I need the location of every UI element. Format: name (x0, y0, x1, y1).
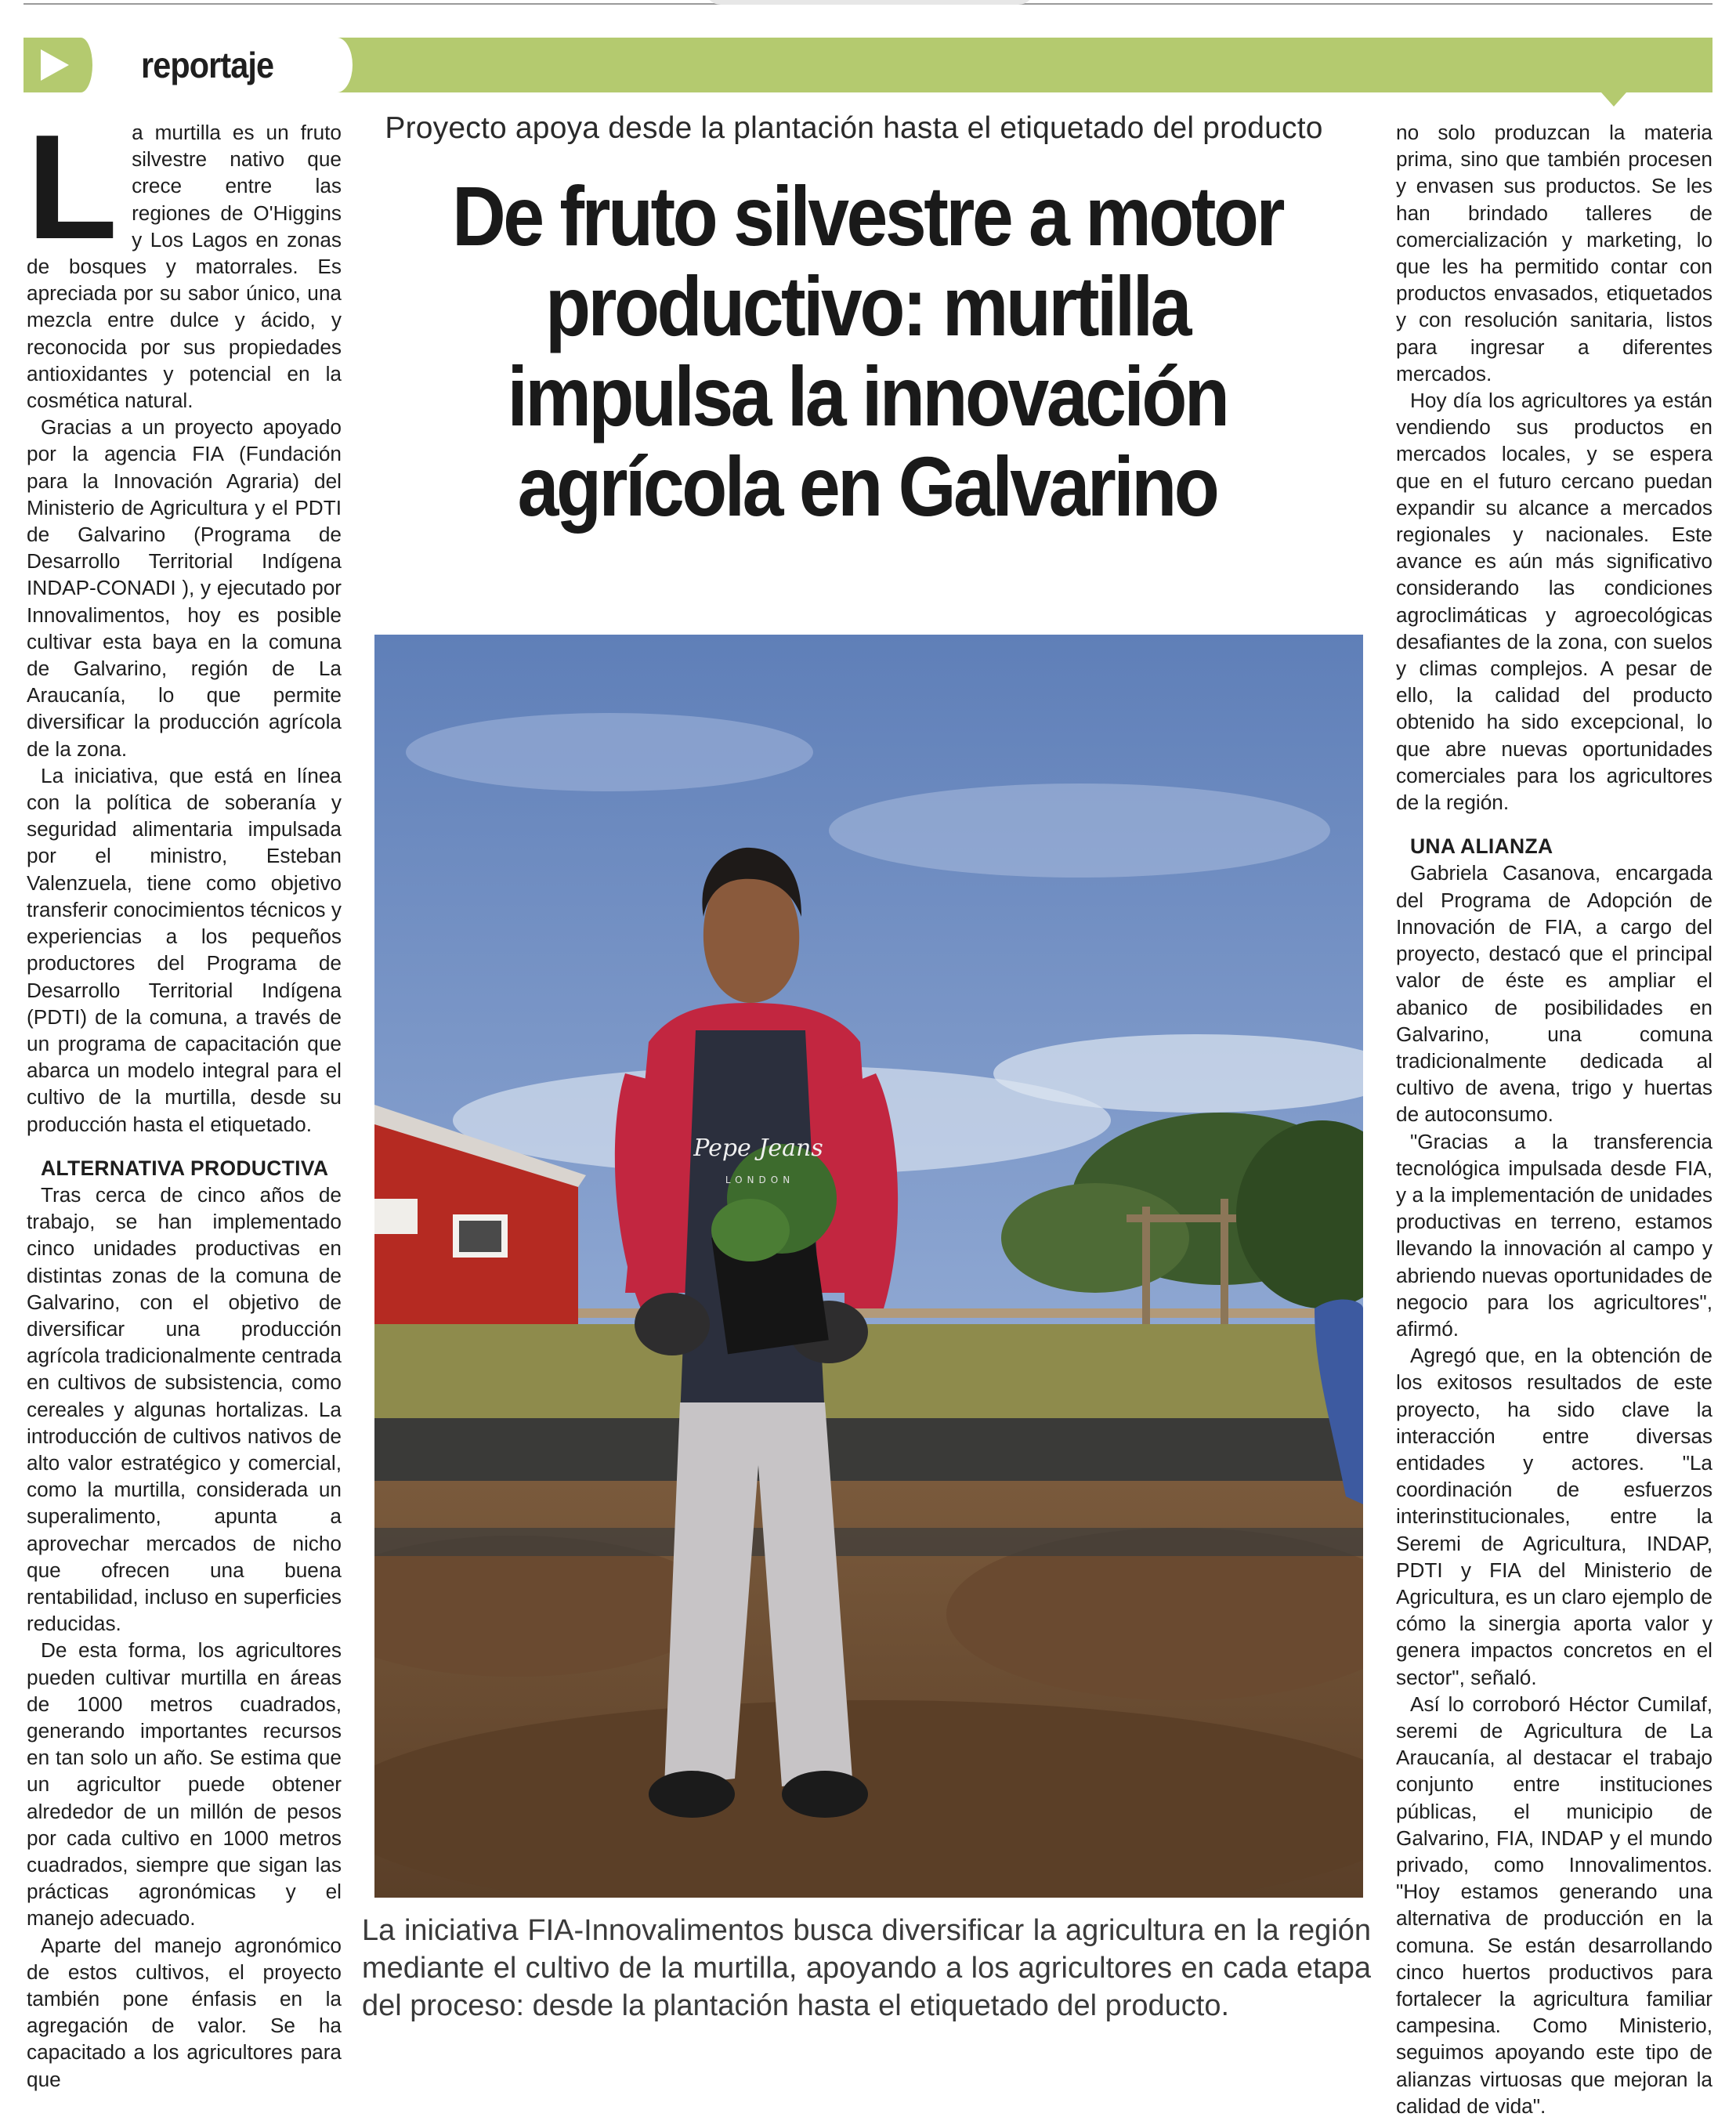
kicker: Proyecto apoya desde la plantación hasta el etiquetado del producto (385, 111, 1323, 145)
subheading-alternativa: ALTERNATIVA PRODUCTIVA (41, 1156, 329, 1180)
subheading-alianza: UNA ALIANZA (1410, 834, 1553, 859)
shirt-logo-subtext: LONDON (725, 1174, 795, 1185)
photo-caption: La iniciativa FIA-Innovalimentos busca diversificar la agricultura en la región mediante el cultivo de la murtilla, apoyando a los agricultores en cada etapa del proceso: desde la plantación hasta el etiquetado del producto. (362, 1914, 1371, 2022)
drop-cap: L (27, 104, 118, 270)
paragraph: De esta forma, los agricultores pueden cultivar murtilla en áreas de 1000 metros cuadrados, generando importantes recursos en tan solo un año. Se estima que un agricultor puede obtener alrededor de un millón de pesos por cada cultivo en 1000 metros cuadrados, siempre que sigan las prácticas agronómicas y el manejo adecuado. (27, 1638, 342, 1931)
paragraph: no solo produzcan la materia prima, sino que también procesen y envasen sus productos. Se les han brindado talleres de comercialización y marketing, lo que les ha permitido contar con productos envasados, etiquetados y con resolución sanitaria, listos para ingresar a diferentes mercados. (1396, 121, 1712, 385)
banner-marker (24, 38, 92, 92)
paragraph: Tras cerca de cinco años de trabajo, se han implementado cinco unidades productivas en distintas zonas de la comuna de Galvarino, con el objetivo de diversificar una producción agrícola tradicionalmente centrada en cultivos de subsistencia, como cereales y algunas hortalizas. La introducción de cultivos nativos de alto valor estratégico y comercial, como la murtilla, considerada un superalimento, apunta a aprovechar mercados de nicho que ofrecen una buena rentabilidad, incluso en superficies reducidas. (27, 1182, 342, 1636)
banner-notch (1601, 92, 1626, 107)
paragraph: Gracias a un proyecto apoyado por la agencia FIA (Fundación para la Innovación Agraria) del Ministerio de Agricultura y el PDTI de Galvarino (Programa de Desarrollo Territorial Indígena INDAP-CONADI ), y ejecutado por Innovalimentos, hoy es posible cultivar esta baya en la comuna de Galvarino, región de La Araucanía, lo que permite diversificar la producción agrícola de la zona. (27, 415, 342, 761)
paragraph: Aparte del manejo agronómico de estos cultivos, el proyecto también pone énfasis en la agregación de valor. Se ha capacitado a los agricultores para que (27, 1933, 342, 2091)
paragraph: Hoy día los agricultores ya están vendiendo sus productos en mercados locales, y se espera que en el futuro cercano puedan expandir su alcance a mercados regionales y nacionales. Este avance es aún más significativo considerando las condiciones agroclimáticas y agroecológicas desafiantes de la zona, con suelos y climas complejos. A pesar de ello, la calidad del producto obtenido ha sido excepcional, lo que abre nuevas oportunidades comerciales para los agricultores de la región. (1396, 389, 1712, 815)
page-top-clip (705, 0, 1034, 5)
paragraph: Así lo corroboró Héctor Cumilaf, seremi de Agricultura de La Araucanía, al destacar el trabajo conjunto entre instituciones públicas, el municipio de Galvarino, FIA, INDAP y el mundo privado, como Innovalimentos. "Hoy estamos generando una alternativa de producción en la comuna. Se están desarrollando cinco huertos productivos para fortalecer la agricultura familiar campesina. Como Ministerio, seguimos apoyando este tipo de alianzas virtuosas que mejoran la calidad de vida". (1396, 1692, 1712, 2118)
article-photo (374, 635, 1363, 1898)
shirt-logo-text: Pepe Jeans (693, 1135, 823, 1162)
paragraph: La iniciativa, que está en línea con la política de soberanía y seguridad alimentaria impulsada por el ministro, Esteban Valenzuela, tiene como objetivo transferir conocimientos técnicos y experiencias a los pequeños productores del Programa de Desarrollo Territorial Indígena (PDTI) de la comuna, a través de un programa de capacitación que abarca un modelo integral para el cultivo de la murtilla, desde su producción hasta el etiquetado. (27, 763, 342, 1136)
section-label: reportaje (141, 45, 274, 85)
column-right (1396, 119, 1712, 2119)
section-banner (24, 38, 1712, 92)
headline: De fruto silvestre a motor productivo: murtilla impulsa la innovación agrícola en Galvarino (452, 168, 1282, 534)
banner-bar (325, 38, 1712, 92)
column-left (27, 104, 342, 2093)
paragraph: "Gracias a la transferencia tecnológica impulsada desde FIA, y a la implementación de unidades productivas en terreno, estamos llevando la innovación al campo y abriendo nuevas oportunidades de negocio para los agricultores", afirmó. (1396, 1129, 1712, 1341)
paragraph-intro (27, 104, 342, 414)
paragraph-intro-text: a murtilla es un fruto silvestre nativo que crece entre las regiones de O'Higgins y Los Lagos en zonas de bosques y matorrales. Es apreciada por su sabor único, una mezcla entre dulce y ácido, y reconocida por sus propiedades antioxidantes y potencial en la cosmética natural. (27, 121, 342, 413)
paragraph: Gabriela Casanova, encargada del Programa de Adopción de Innovación de FIA, a cargo del proyecto, destacó que el principal valor de éste es ampliar el abanico de posibilidades en Galvarino, una comuna tradicionalmente dedicada al cultivo de avena, trigo y huertas de autoconsumo. (1396, 861, 1712, 1127)
play-arrow-icon (38, 47, 72, 83)
photo-illustration (374, 635, 1363, 1898)
paragraph: Agregó que, en la obtención de los exitosos resultados de este proyecto, ha sido clave la interacción entre diversas entidades y actores. "La coordinación de esfuerzos interinstitucionales, entre la Seremi de Agricultura, INDAP, PDTI y FIA del Ministerio de Agricultura, es un claro ejemplo de cómo la sinergia aporta valor y genera impactos concretos en el sector", señaló. (1396, 1344, 1712, 1689)
